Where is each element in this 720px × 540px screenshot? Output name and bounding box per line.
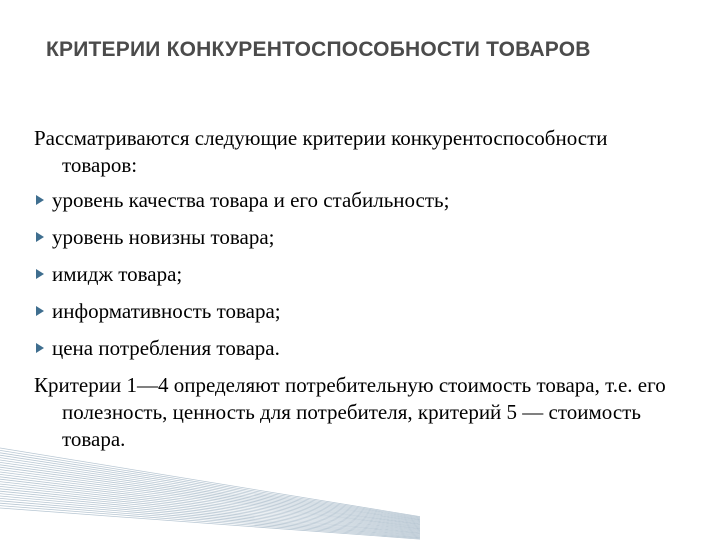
triangle-bullet-icon [36, 232, 44, 242]
decor-line [0, 465, 420, 523]
slide-title: КРИТЕРИИ КОНКУРЕНТОСПОСОБНОСТИ ТОВАРОВ [46, 38, 591, 61]
list-item [34, 298, 684, 325]
triangle-bullet-icon [36, 195, 44, 205]
list-item [34, 261, 684, 288]
triangle-bullet-icon [36, 269, 44, 279]
list-item-text: уровень новизны товара; [52, 225, 275, 249]
decor-line [0, 472, 420, 526]
criteria-list [34, 187, 684, 362]
triangle-bullet-icon [36, 306, 44, 316]
triangle-bullet-icon [36, 343, 44, 353]
decor-line [0, 455, 420, 519]
decor-line [0, 494, 420, 534]
list-item-text: информативность товара; [52, 299, 281, 323]
list-item-text: имидж товара; [52, 262, 183, 286]
list-item [34, 335, 684, 362]
list-item [34, 187, 684, 214]
conclusion-paragraph: Критерии 1—4 определяют потребительную стоимость товара, т.е. его полезность, ценность для потребителя, критерий 5 — стоимость товара. [34, 373, 666, 451]
list-item-text: уровень качества товара и его стабильность; [52, 188, 450, 212]
intro-paragraph: Рассматриваются следующие критерии конкурентоспособности товаров: [34, 126, 608, 177]
list-item-text: цена потребления товара. [52, 336, 280, 360]
slide-body [34, 125, 684, 461]
list-item [34, 224, 684, 251]
